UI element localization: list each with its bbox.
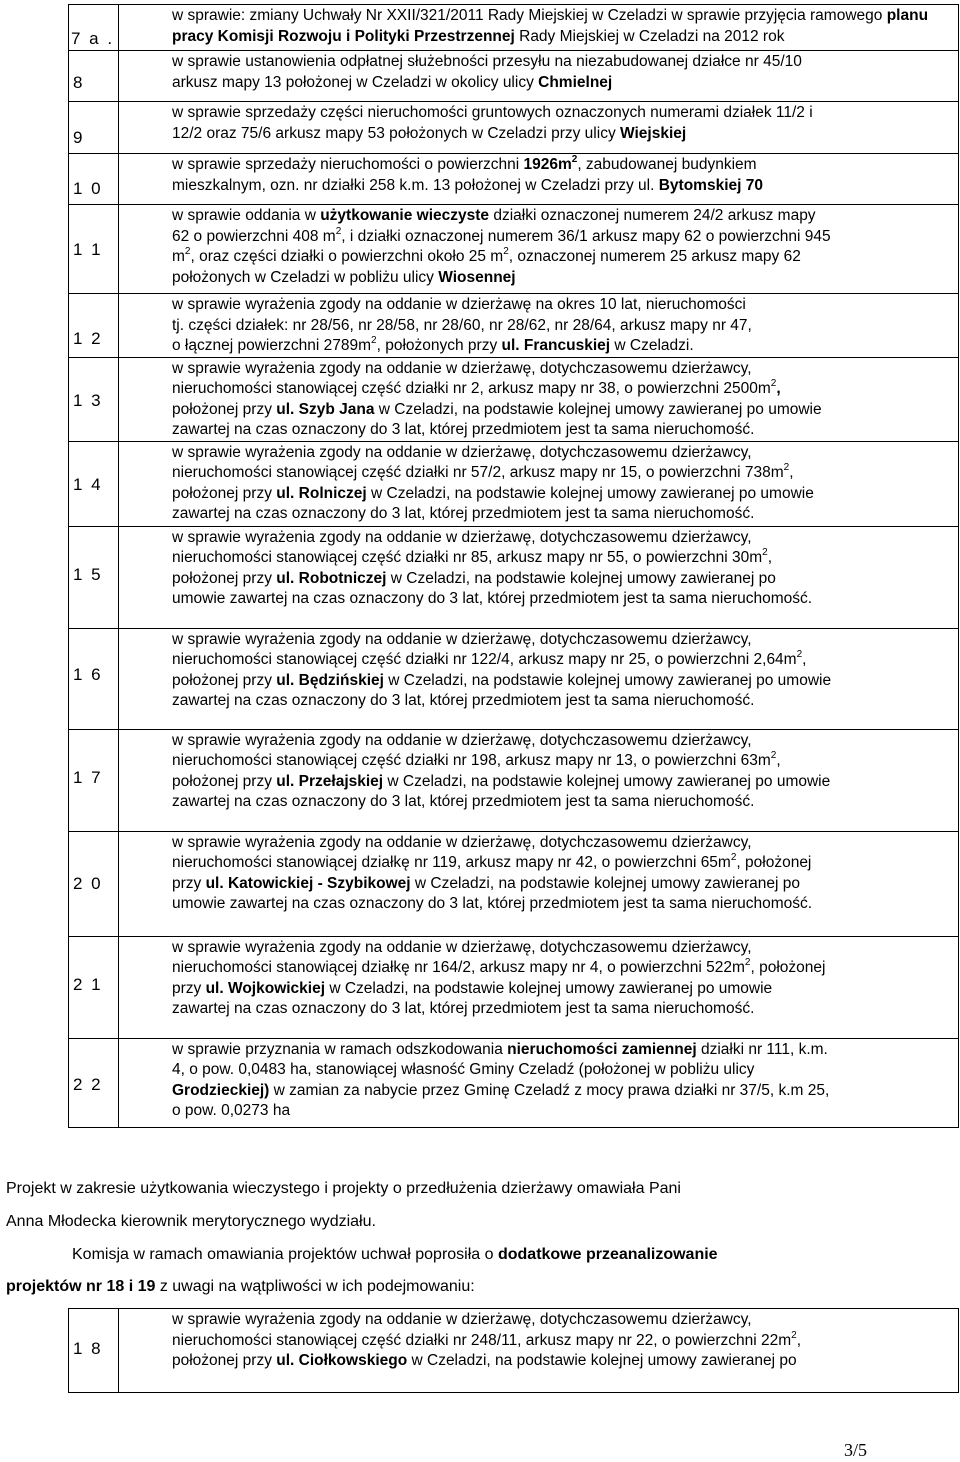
row-text-cell xyxy=(119,441,959,526)
commission-text: Komisja w ramach omawiania projektów uchwał poprosiła o xyxy=(72,1246,498,1263)
row-number: 1 7 xyxy=(73,767,103,787)
text-segment: przy xyxy=(172,874,206,892)
table-row xyxy=(69,628,959,729)
text-line xyxy=(172,463,958,484)
row-number: 9 xyxy=(73,128,85,147)
text-segment: arkusz mapy 13 położonej w Czeladzi w okolicy ulicy xyxy=(172,73,539,91)
text-line xyxy=(172,206,958,227)
row-number-cell xyxy=(69,51,119,102)
text-segment: , xyxy=(789,464,794,481)
text-segment: w sprawie wyrażenia zgody na oddanie w dzierżawę, dotychczasowemu dzierżawcy, xyxy=(172,731,752,749)
text-segment: w sprawie sprzedaży części nieruchomości gruntowych oznaczonych numerami działek 11/2 i xyxy=(172,104,813,121)
text-line xyxy=(172,379,958,400)
text-segment: położonych w Czeladzi w pobliżu ulicy xyxy=(172,268,439,286)
text-line xyxy=(172,999,958,1020)
emphasis-text: ul. Francuskiej xyxy=(501,337,611,354)
emphasis-text: Grodzieckiej) xyxy=(172,1081,270,1099)
text-line xyxy=(172,27,958,48)
text-line xyxy=(172,751,958,772)
text-segment: zawartej na czas oznaczony do 3 lat, której przedmiotem jest ta sama nieruchomość. xyxy=(172,793,755,810)
text-segment: położonej przy xyxy=(172,484,277,502)
superscript: 2 xyxy=(744,957,751,968)
text-line xyxy=(172,874,958,895)
text-line xyxy=(172,833,958,854)
table-row xyxy=(69,5,959,51)
table-row xyxy=(69,154,959,205)
text-segment: , xyxy=(776,752,781,769)
text-line xyxy=(172,400,958,421)
text-line xyxy=(172,630,958,651)
text-segment: tj. części działek: nr 28/56, nr 28/58, nr 28/60, nr 28/62, nr 28/64, arkusz mapy nr 47, xyxy=(172,316,752,334)
emphasis-text: ul. Katowickiej - Szybikowej xyxy=(205,874,411,892)
text-segment: w sprawie wyrażenia zgody na oddanie w dzierżawę, dotychczasowemu dzierżawcy, xyxy=(172,528,752,546)
text-segment: w sprawie przyznania w ramach odszkodowania xyxy=(172,1040,508,1058)
text-segment: o łącznej powierzchni 2789m xyxy=(172,337,372,354)
emphasis-text: ul. Szyb Jana xyxy=(276,400,375,418)
superscript: 2 xyxy=(791,1329,797,1341)
text-line xyxy=(172,792,958,813)
emphasis-text: pracy Komisji Rozwoju i Polityki Przestrzennej xyxy=(172,27,515,45)
text-line xyxy=(172,979,958,1000)
projects-emphasis: projektów nr 18 i 19 xyxy=(6,1278,156,1295)
text-line xyxy=(172,316,958,337)
text-segment: w Czeladzi, na podstawie kolejnej umowy zawieranej po xyxy=(410,874,801,892)
text-segment: działki nr 111, k.m. xyxy=(696,1040,828,1058)
emphasis-text: Chmielnej xyxy=(538,73,613,91)
text-line xyxy=(172,52,958,73)
text-segment: Rady Miejskiej w Czeladzi na 2012 rok xyxy=(514,27,785,45)
row-text-cell xyxy=(119,51,959,102)
row-number-cell xyxy=(69,294,119,358)
text-segment: , zabudowanej budynkiem xyxy=(577,156,757,173)
text-segment: w sprawie wyrażenia zgody na oddanie w dzierżawę, dotychczasowemu dzierżawcy, xyxy=(172,630,752,648)
text-segment: zawartej na czas oznaczony do 3 lat, której przedmiotem jest ta sama nieruchomość. xyxy=(172,692,755,709)
text-segment: położonej przy xyxy=(172,569,277,587)
table-row xyxy=(69,51,959,102)
table-row xyxy=(69,729,959,831)
row-number: 1 6 xyxy=(73,664,103,684)
row-number: 7 a . xyxy=(71,29,115,48)
superscript: 2 xyxy=(762,547,768,558)
text-line xyxy=(172,731,958,752)
text-line xyxy=(172,73,958,94)
row-number: 1 0 xyxy=(73,179,103,198)
text-segment: nieruchomości stanowiącej część działki nr 85, arkusz mapy nr 55, o powierzchni 30m xyxy=(172,549,763,566)
text-line xyxy=(172,336,958,357)
text-segment: w sprawie wyrażenia zgody na oddanie w dzierżawę na okres 10 lat, nieruchomości xyxy=(172,296,746,313)
row-text-cell xyxy=(119,1038,959,1127)
text-line xyxy=(172,1310,958,1331)
text-line xyxy=(172,155,958,176)
text-segment: nieruchomości stanowiącej część działki nr 122/4, arkusz mapy nr 25, o powierzchni 2,64m xyxy=(172,651,797,668)
text-line xyxy=(172,569,958,590)
text-segment: , i działki oznaczonej numerem 36/1 arkusz mapy 62 o powierzchni 945 xyxy=(341,227,831,245)
text-line xyxy=(172,103,958,124)
row-number-cell xyxy=(69,441,119,526)
text-segment: w zamian za nabycie przez Gminę Czeladź z mocy prawa działki nr 37/5, k.m 25, xyxy=(269,1081,830,1099)
superscript: 2 xyxy=(770,750,777,761)
row-text-cell xyxy=(119,526,959,628)
text-segment: położonej przy xyxy=(172,400,277,418)
row-text-cell xyxy=(119,936,959,1038)
text-line xyxy=(172,938,958,959)
text-segment: w Czeladzi, na podstawie kolejnej umowy zawieranej po umowie xyxy=(366,484,814,502)
text-segment: , xyxy=(796,1331,802,1349)
text-line xyxy=(172,247,958,268)
text-line xyxy=(172,1060,958,1081)
row-number: 8 xyxy=(73,73,85,92)
text-line xyxy=(172,650,958,671)
emphasis-text: planu xyxy=(886,7,929,24)
text-segment: nieruchomości stanowiącej część działki nr 57/2, arkusz mapy nr 15, o powierzchni 738m xyxy=(172,464,784,481)
row-number-cell xyxy=(69,357,119,441)
text-segment: w Czeladzi, na podstawie kolejnej umowy zawieranej po umowie xyxy=(325,979,773,997)
emphasis-text: Wiejskiej xyxy=(620,124,687,142)
text-segment: nieruchomości stanowiącej działkę nr 164/2, arkusz mapy nr 4, o powierzchni 522m xyxy=(172,959,745,976)
emphasis-text: 1926m xyxy=(523,156,572,173)
text-segment: 12/2 oraz 75/6 arkusz mapy 53 położonych w Czeladzi przy ulicy xyxy=(172,124,620,142)
text-segment: przy xyxy=(172,979,206,997)
row-number: 1 3 xyxy=(73,390,103,410)
table-row xyxy=(69,1309,959,1393)
emphasis-text: nieruchomości zamiennej xyxy=(507,1040,697,1058)
text-segment: , oraz części działki o powierzchni około 25 m xyxy=(190,248,504,265)
projects-text: z uwagi na wątpliwości w ich podejmowaniu: xyxy=(155,1278,475,1295)
text-line xyxy=(172,1081,958,1102)
text-line xyxy=(172,894,958,915)
text-segment: w Czeladzi, na podstawie kolejnej umowy zawieranej po xyxy=(407,1352,797,1369)
text-segment: w sprawie wyrażenia zgody na oddanie w dzierżawę, dotychczasowemu dzierżawcy, xyxy=(172,938,752,956)
text-segment: 4, o pow. 0,0483 ha, stanowiącej własność Gminy Czeladź (położonej w pobliżu ulicy xyxy=(172,1061,755,1078)
text-segment: w sprawie ustanowienia odpłatnej służebności przesyłu na niezabudowanej działce nr 45/10 xyxy=(172,53,802,70)
text-segment: zawartej na czas oznaczony do 3 lat, której przedmiotem jest ta sama nieruchomość. xyxy=(172,421,755,438)
text-segment: w sprawie wyrażenia zgody na oddanie w dzierżawę, dotychczasowemu dzierżawcy, xyxy=(172,443,752,461)
row-number-cell xyxy=(69,526,119,628)
text-line xyxy=(172,548,958,569)
text-line xyxy=(172,227,958,248)
text-line xyxy=(172,6,958,27)
row-text-cell xyxy=(119,102,959,154)
text-segment: 62 o powierzchni 408 m xyxy=(172,227,336,245)
superscript: 2 xyxy=(184,246,191,257)
emphasis-text: ul. Robotniczej xyxy=(276,569,387,587)
text-segment: , położonej xyxy=(750,959,826,976)
text-segment: w sprawie oddania w xyxy=(172,207,321,224)
row-number-cell xyxy=(69,936,119,1038)
table-row xyxy=(69,936,959,1038)
text-line xyxy=(172,691,958,712)
row-number-cell xyxy=(69,831,119,936)
text-segment: w sprawie: zmiany Uchwały Nr XXII/321/2011 Rady Miejskiej w Czeladzi w sprawie przyjęcia ramowego xyxy=(172,7,887,24)
text-segment: nieruchomości stanowiącej część działki nr 198, arkusz mapy nr 13, o powierzchni 63m xyxy=(172,752,771,769)
paragraph-commission-line2 xyxy=(6,1278,475,1296)
page-number: 3/5 xyxy=(844,1440,868,1460)
text-line xyxy=(172,484,958,505)
superscript: 2 xyxy=(335,225,342,237)
emphasis-text: Wiosennej xyxy=(438,268,516,286)
emphasis-text: ul. Przełajskiej xyxy=(276,772,384,790)
superscript: 2 xyxy=(770,378,777,389)
text-segment: w sprawie wyrażenia zgody na oddanie w dzierżawę, dotychczasowemu dzierżawcy, xyxy=(172,359,752,377)
text-segment: w sprawie wyrażenia zgody na oddanie w dzierżawę, dotychczasowemu dzierżawcy, xyxy=(172,833,752,851)
text-segment: w Czeladzi, na podstawie kolejnej umowy zawieranej po umowie xyxy=(383,772,831,790)
superscript: 2 xyxy=(796,649,803,660)
text-segment: w sprawie wyrażenia zgody na oddanie w dzierżawę, dotychczasowemu dzierżawcy, xyxy=(172,1311,752,1328)
row-number: 1 4 xyxy=(73,474,103,494)
text-segment: nieruchomości stanowiącej działkę nr 119, arkusz mapy nr 42, o powierzchni 65m xyxy=(172,854,731,871)
row-number: 2 1 xyxy=(73,974,103,994)
text-segment: , oznaczonej numerem 25 arkusz mapy 62 xyxy=(508,248,801,265)
row-number: 1 1 xyxy=(73,240,103,259)
text-line xyxy=(172,1101,958,1122)
text-segment: umowie zawartej na czas oznaczony do 3 lat, której przedmiotem jest ta sama nieruchomość. xyxy=(172,895,813,912)
row-number: 1 8 xyxy=(73,1339,103,1358)
row-text-cell xyxy=(119,205,959,294)
paragraph-presenter-line1: Projekt w zakresie użytkowania wieczystego i projekty o przedłużenia dzierżawy omawiała Pani xyxy=(6,1180,681,1197)
text-line xyxy=(172,853,958,874)
row-number: 2 0 xyxy=(73,873,103,893)
emphasis-text: 2 xyxy=(571,154,578,165)
superscript: 2 xyxy=(371,335,377,346)
text-segment: umowie zawartej na czas oznaczony do 3 lat, której przedmiotem jest ta sama nieruchomość. xyxy=(172,590,813,607)
text-line xyxy=(172,589,958,610)
emphasis-text: ul. Ciołkowskiego xyxy=(276,1352,408,1369)
text-segment: nieruchomości stanowiącej część działki nr 248/11, arkusz mapy nr 22, o powierzchni 22m xyxy=(172,1331,792,1349)
row-text-cell xyxy=(119,831,959,936)
emphasis-text: ul. Rolniczej xyxy=(276,484,367,502)
table-row xyxy=(69,1038,959,1127)
paragraph-commission-line1 xyxy=(72,1246,718,1264)
text-segment: położonej przy xyxy=(172,671,277,689)
reanalysis-table xyxy=(68,1308,959,1393)
emphasis-text: Bytomskiej 70 xyxy=(658,176,763,194)
row-text-cell xyxy=(119,1309,959,1393)
text-segment: działki oznaczonej numerem 24/2 arkusz mapy xyxy=(489,207,816,224)
row-text-cell xyxy=(119,5,959,51)
text-segment: w Czeladzi. xyxy=(610,337,694,354)
emphasis-text: ul. Wojkowickiej xyxy=(205,979,326,997)
text-segment: , położonych przy xyxy=(376,337,502,354)
text-segment: mieszkalnym, ozn. nr działki 258 k.m. 13 położonej w Czeladzi przy ul. xyxy=(172,176,659,194)
row-number-cell xyxy=(69,205,119,294)
table-row xyxy=(69,102,959,154)
text-line xyxy=(172,958,958,979)
text-line xyxy=(172,504,958,525)
text-segment: o pow. 0,0273 ha xyxy=(172,1102,291,1119)
row-text-cell xyxy=(119,729,959,831)
text-segment: nieruchomości stanowiącej część działki nr 2, arkusz mapy nr 38, o powierzchni 2500m xyxy=(172,380,771,397)
text-segment: w Czeladzi, na podstawie kolejnej umowy zawieranej po umowie xyxy=(374,400,822,418)
emphasis-text: ul. Będzińskiej xyxy=(276,671,384,689)
text-line xyxy=(172,671,958,692)
commission-emphasis: dodatkowe przeanalizowanie xyxy=(497,1246,718,1263)
text-segment: położonej przy xyxy=(172,1352,277,1369)
text-line xyxy=(172,1040,958,1061)
text-line xyxy=(172,420,958,441)
table-row xyxy=(69,831,959,936)
text-line xyxy=(172,176,958,197)
table-row xyxy=(69,294,959,358)
table-row xyxy=(69,526,959,628)
text-segment: w Czeladzi, na podstawie kolejnej umowy zawieranej po umowie xyxy=(383,671,832,689)
row-number-cell xyxy=(69,102,119,154)
row-text-cell xyxy=(119,628,959,729)
text-line xyxy=(172,359,958,380)
row-number-cell xyxy=(69,729,119,831)
row-text-cell xyxy=(119,154,959,205)
superscript: 2 xyxy=(783,462,790,473)
row-number-cell xyxy=(69,154,119,205)
text-segment: zawartej na czas oznaczony do 3 lat, której przedmiotem jest ta sama nieruchomość. xyxy=(172,505,755,522)
text-line xyxy=(172,1331,958,1352)
text-segment: , xyxy=(767,549,772,566)
row-number: 2 2 xyxy=(73,1074,103,1094)
text-segment: zawartej na czas oznaczony do 3 lat, której przedmiotem jest ta sama nieruchomość. xyxy=(172,1000,755,1017)
row-text-cell xyxy=(119,357,959,441)
row-number-cell xyxy=(69,1038,119,1127)
text-line xyxy=(172,295,958,316)
text-segment: w Czeladzi, na podstawie kolejnej umowy zawieranej po xyxy=(386,569,776,587)
text-line xyxy=(172,443,958,464)
text-segment: w sprawie sprzedaży nieruchomości o powierzchni xyxy=(172,156,524,173)
text-segment: , xyxy=(802,651,807,668)
emphasis-text: , xyxy=(776,380,781,397)
text-line xyxy=(172,1351,958,1372)
text-line xyxy=(172,772,958,793)
text-line xyxy=(172,124,958,145)
table-row xyxy=(69,205,959,294)
superscript: 2 xyxy=(503,246,509,257)
row-text-cell xyxy=(119,294,959,358)
superscript: 2 xyxy=(730,852,737,863)
row-number: 1 2 xyxy=(73,329,103,348)
resolutions-table xyxy=(68,4,959,1128)
row-number-cell xyxy=(69,1309,119,1393)
row-number-cell xyxy=(69,628,119,729)
table-row xyxy=(69,441,959,526)
emphasis-text: użytkowanie wieczyste xyxy=(320,207,490,224)
row-number-cell xyxy=(69,5,119,51)
table-row xyxy=(69,357,959,441)
text-line xyxy=(172,268,958,289)
paragraph-presenter-line2: Anna Młodecka kierownik merytorycznego wydziału. xyxy=(6,1213,376,1230)
text-line xyxy=(172,528,958,549)
row-number: 1 5 xyxy=(73,564,103,584)
text-segment: położonej przy xyxy=(172,772,277,790)
text-segment: , położonej xyxy=(736,854,812,871)
text-segment: m xyxy=(172,248,185,265)
